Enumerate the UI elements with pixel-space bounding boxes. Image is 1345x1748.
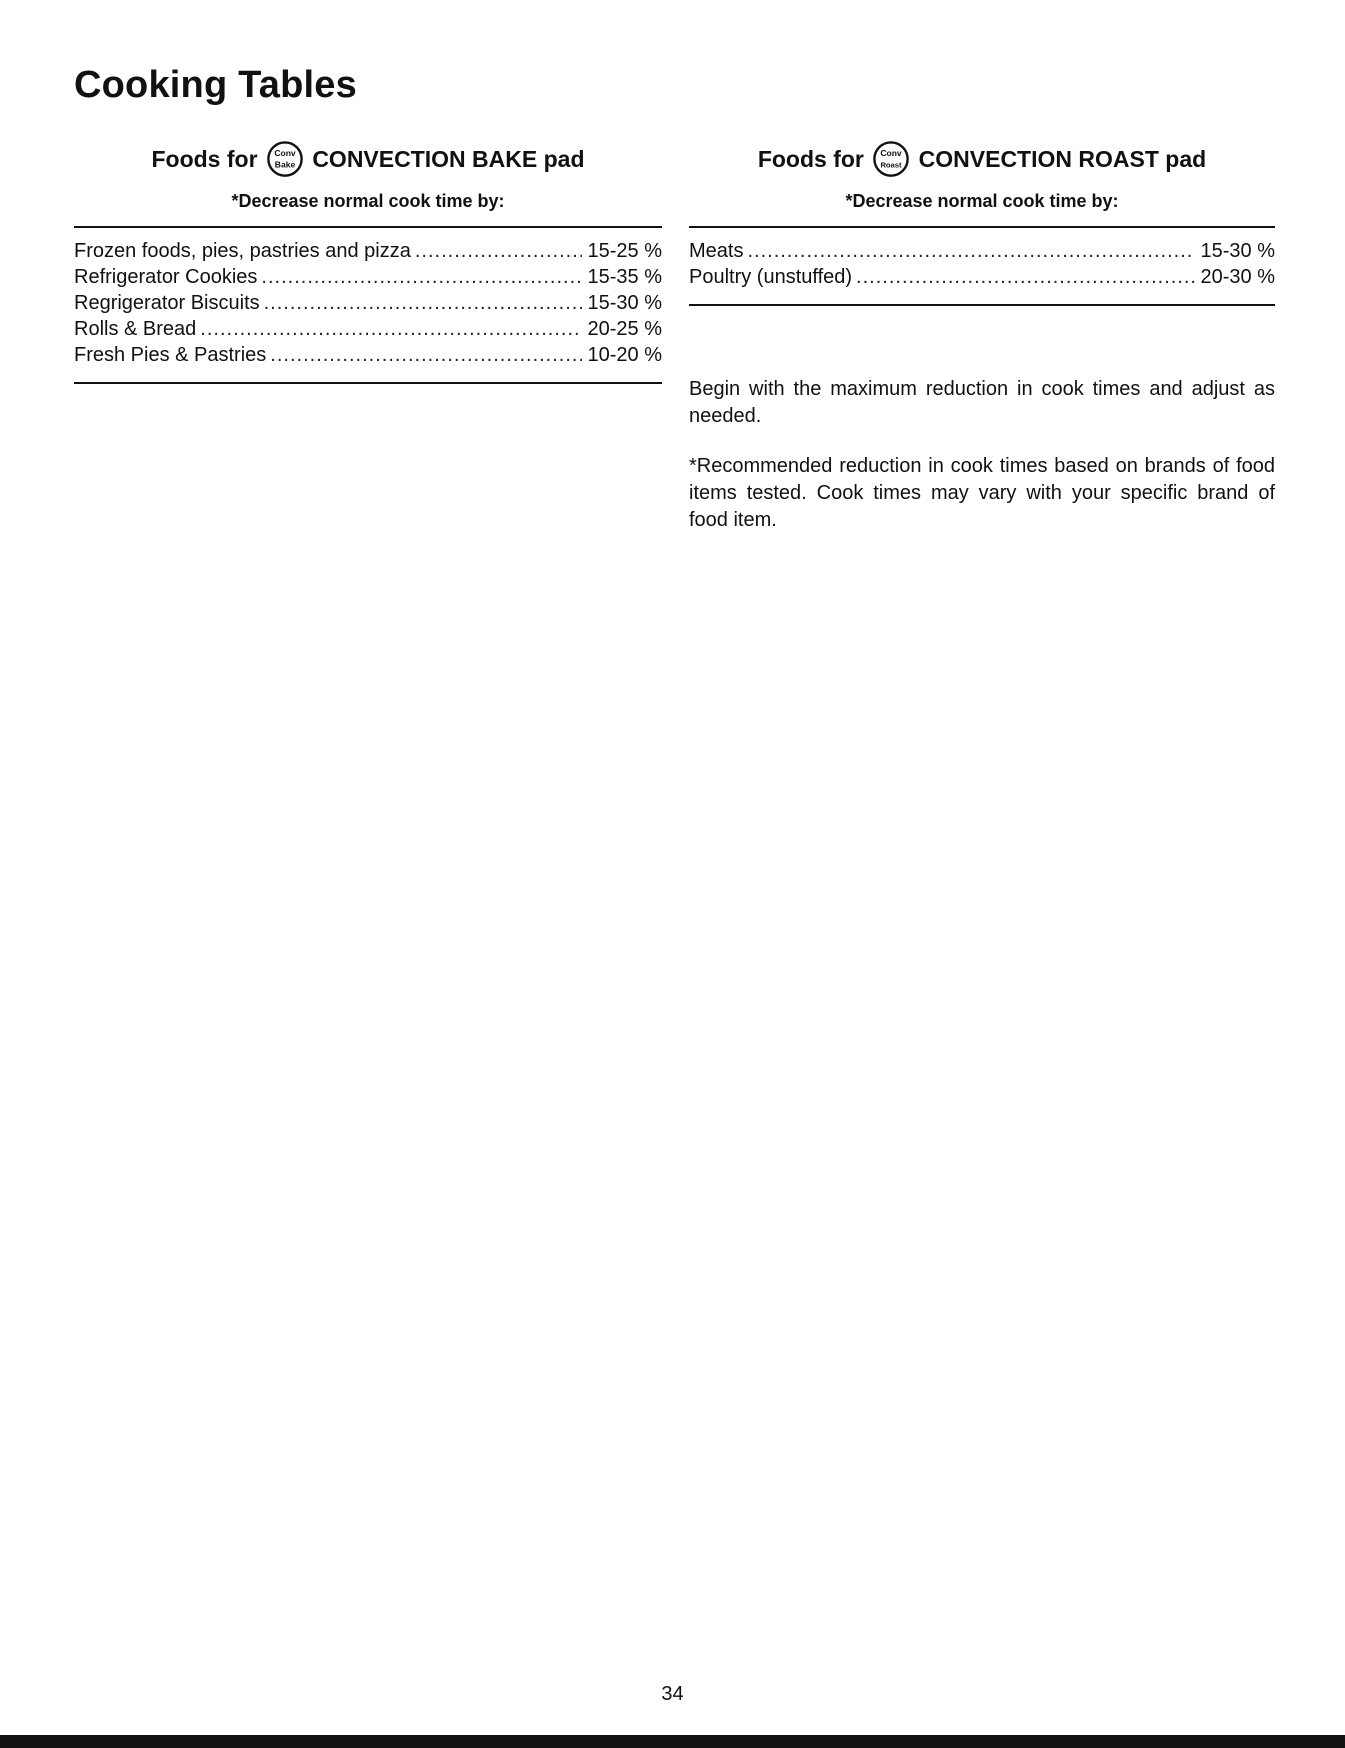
table-row: [689, 238, 1275, 264]
page-bottom-border: [0, 1735, 1345, 1748]
dot-leader: [264, 290, 582, 316]
convection-roast-rows: [689, 238, 1275, 290]
conv-roast-icon: [872, 140, 910, 178]
convection-bake-rows: [74, 238, 662, 368]
table-row: [74, 290, 662, 316]
adjustment-note: Begin with the maximum reduction in cook times and adjust as needed.: [689, 378, 1275, 427]
table-bottom-rule: [74, 382, 662, 384]
table-row: [74, 238, 662, 264]
food-name: Regrigerator Biscuits: [74, 292, 260, 314]
convection-roast-subheading: *Decrease normal cook time by:: [845, 191, 1119, 211]
time-reduction: 15-30 %: [1200, 240, 1275, 262]
food-name: Meats: [689, 240, 744, 262]
dot-leader: [856, 264, 1194, 290]
table-row: [74, 264, 662, 290]
convection-roast-heading: [689, 140, 1275, 182]
time-reduction: 20-30 %: [1200, 266, 1275, 288]
icon-bottom-label: Bake: [274, 159, 296, 170]
table-top-rule: [689, 226, 1275, 228]
heading-prefix: Foods for: [757, 146, 864, 173]
convection-bake-heading: [74, 140, 662, 182]
dot-leader: [270, 342, 581, 368]
food-name: Poultry (unstuffed): [689, 266, 853, 288]
time-reduction: 10-20 %: [587, 344, 662, 366]
table-row: [74, 316, 662, 342]
food-name: Fresh Pies & Pastries: [74, 344, 267, 366]
food-name: Refrigerator Cookies: [74, 266, 258, 288]
conv-bake-icon: [266, 140, 304, 178]
dot-leader: [261, 264, 581, 290]
convection-roast-table: [689, 140, 1275, 534]
time-reduction: 20-25 %: [587, 318, 662, 340]
heading-prefix: Foods for: [151, 146, 258, 173]
table-row: [74, 342, 662, 368]
recommendation-footnote: *Recommended reduction in cook times based on brands of food items tested. Cook times may vary with your specific brand of food item.: [689, 455, 1275, 531]
time-reduction: 15-35 %: [587, 266, 662, 288]
table-top-rule: [74, 226, 662, 228]
convection-bake-subheading: *Decrease normal cook time by:: [231, 191, 505, 211]
dot-leader: [747, 238, 1194, 264]
icon-top-label: Conv: [274, 148, 296, 159]
table-row: [689, 264, 1275, 290]
icon-top-label: Conv: [880, 148, 902, 159]
table-bottom-rule: [689, 304, 1275, 306]
heading-suffix: CONVECTION BAKE pad: [312, 146, 585, 173]
food-name: Frozen foods, pies, pastries and pizza: [74, 240, 411, 262]
time-reduction: 15-30 %: [587, 292, 662, 314]
dot-leader: [415, 238, 582, 264]
heading-suffix: CONVECTION ROAST pad: [918, 146, 1207, 173]
food-name: Rolls & Bread: [74, 318, 197, 340]
time-reduction: 15-25 %: [587, 240, 662, 262]
dot-leader: [200, 316, 581, 342]
icon-bottom-label: Roast: [880, 160, 902, 170]
convection-bake-table: [74, 140, 662, 384]
page-number: 34: [661, 1683, 684, 1705]
page-title: Cooking Tables: [74, 64, 357, 106]
